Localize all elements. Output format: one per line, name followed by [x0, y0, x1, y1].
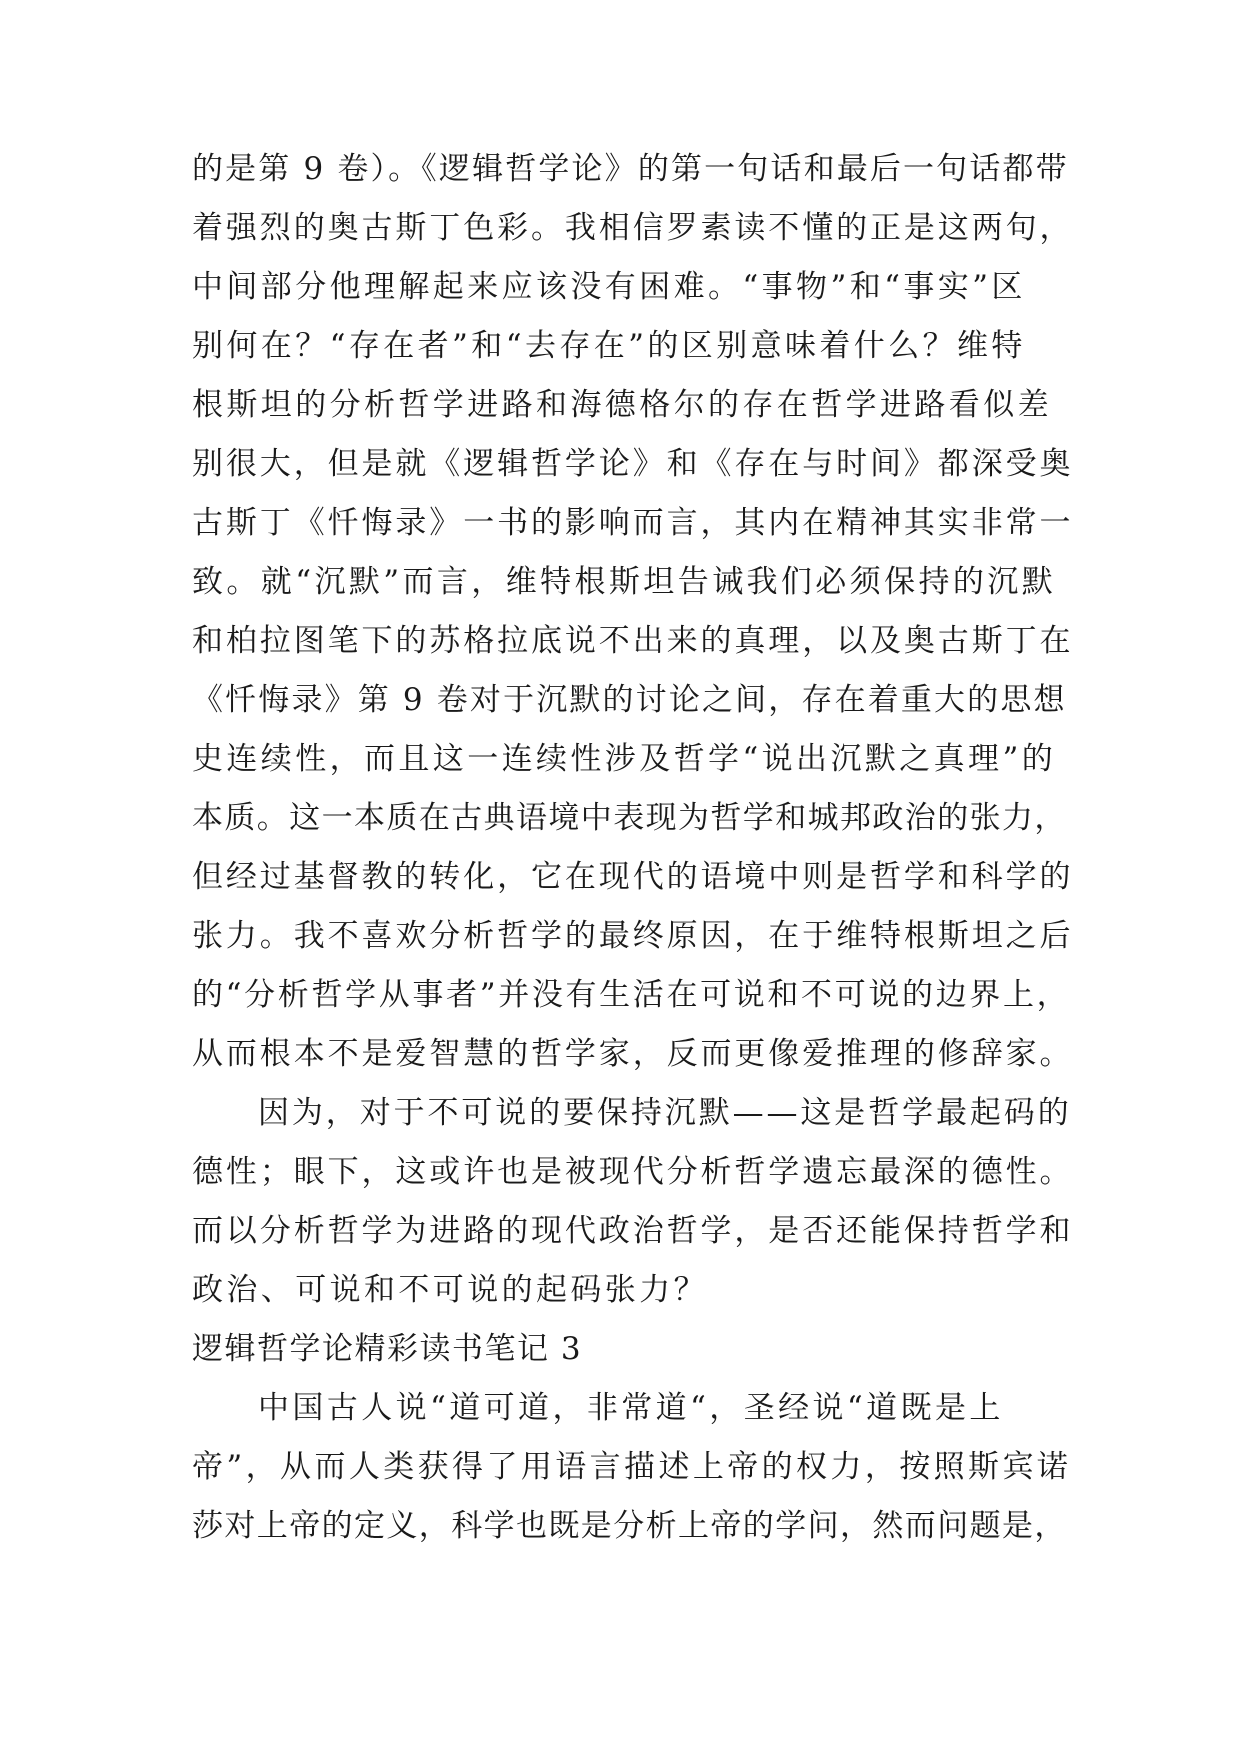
text-line: 德性；眼下，这或许也是被现代分析哲学遗忘最深的德性。 [192, 1154, 1074, 1190]
text-line: 和柏拉图笔下的苏格拉底说不出来的真理，以及奥古斯丁在 [192, 623, 1074, 659]
text-line: 别很大，但是就《逻辑哲学论》和《存在与时间》都深受奥 [192, 446, 1074, 482]
text-line: 中间部分他理解起来应该没有困难。“事物”和“事实”区 [192, 269, 1026, 305]
text-line: 的“分析哲学从事者”并没有生活在可说和不可说的边界上， [192, 977, 1071, 1013]
text-line: 但经过基督教的转化，它在现代的语境中则是哲学和科学的 [192, 859, 1074, 895]
text-line: 张力。我不喜欢分析哲学的最终原因，在于维特根斯坦之后 [192, 918, 1074, 954]
text-line: 的是第 9 卷）。《逻辑哲学论》的第一句话和最后一句话都带 [192, 151, 1069, 187]
text-line: 古斯丁《忏悔录》一书的影响而言，其内在精神其实非常一 [192, 505, 1074, 541]
text-line: 《忏悔录》第 9 卷对于沉默的讨论之间，存在着重大的思想 [192, 682, 1067, 718]
text-line: 别何在？“存在者”和“去存在”的区别意味着什么？维特 [192, 328, 1026, 364]
text-line: 而以分析哲学为进路的现代政治哲学，是否还能保持哲学和 [192, 1213, 1074, 1249]
text-line: 帝”，从而人类获得了用语言描述上帝的权力，按照斯宾诺 [192, 1449, 1072, 1485]
text-line: 莎对上帝的定义，科学也既是分析上帝的学问，然而问题是， [192, 1508, 1067, 1544]
text-line: 史连续性，而且这一连续性涉及哲学“说出沉默之真理”的 [192, 741, 1057, 777]
text-line: 根斯坦的分析哲学进路和海德格尔的存在哲学进路看似差 [192, 387, 1052, 423]
text-line: 着强烈的奥古斯丁色彩。我相信罗素读不懂的正是这两句， [192, 210, 1074, 246]
text-line: 致。就“沉默”而言，维特根斯坦告诫我们必须保持的沉默 [192, 564, 1057, 600]
text-line: 政治、可说和不可说的起码张力？ [192, 1272, 708, 1308]
paragraph-first-line: 中国古人说“道可道，非常道“，圣经说“道既是上 [258, 1390, 1004, 1426]
paragraph-first-line: 因为，对于不可说的要保持沉默——这是哲学最起码的 [258, 1095, 1072, 1131]
text-line: 从而根本不是爱智慧的哲学家，反而更像爱推理的修辞家。 [192, 1036, 1074, 1072]
text-line: 本质。这一本质在古典语境中表现为哲学和城邦政治的张力， [192, 800, 1067, 836]
section-heading: 逻辑哲学论精彩读书笔记 3 [192, 1331, 583, 1367]
